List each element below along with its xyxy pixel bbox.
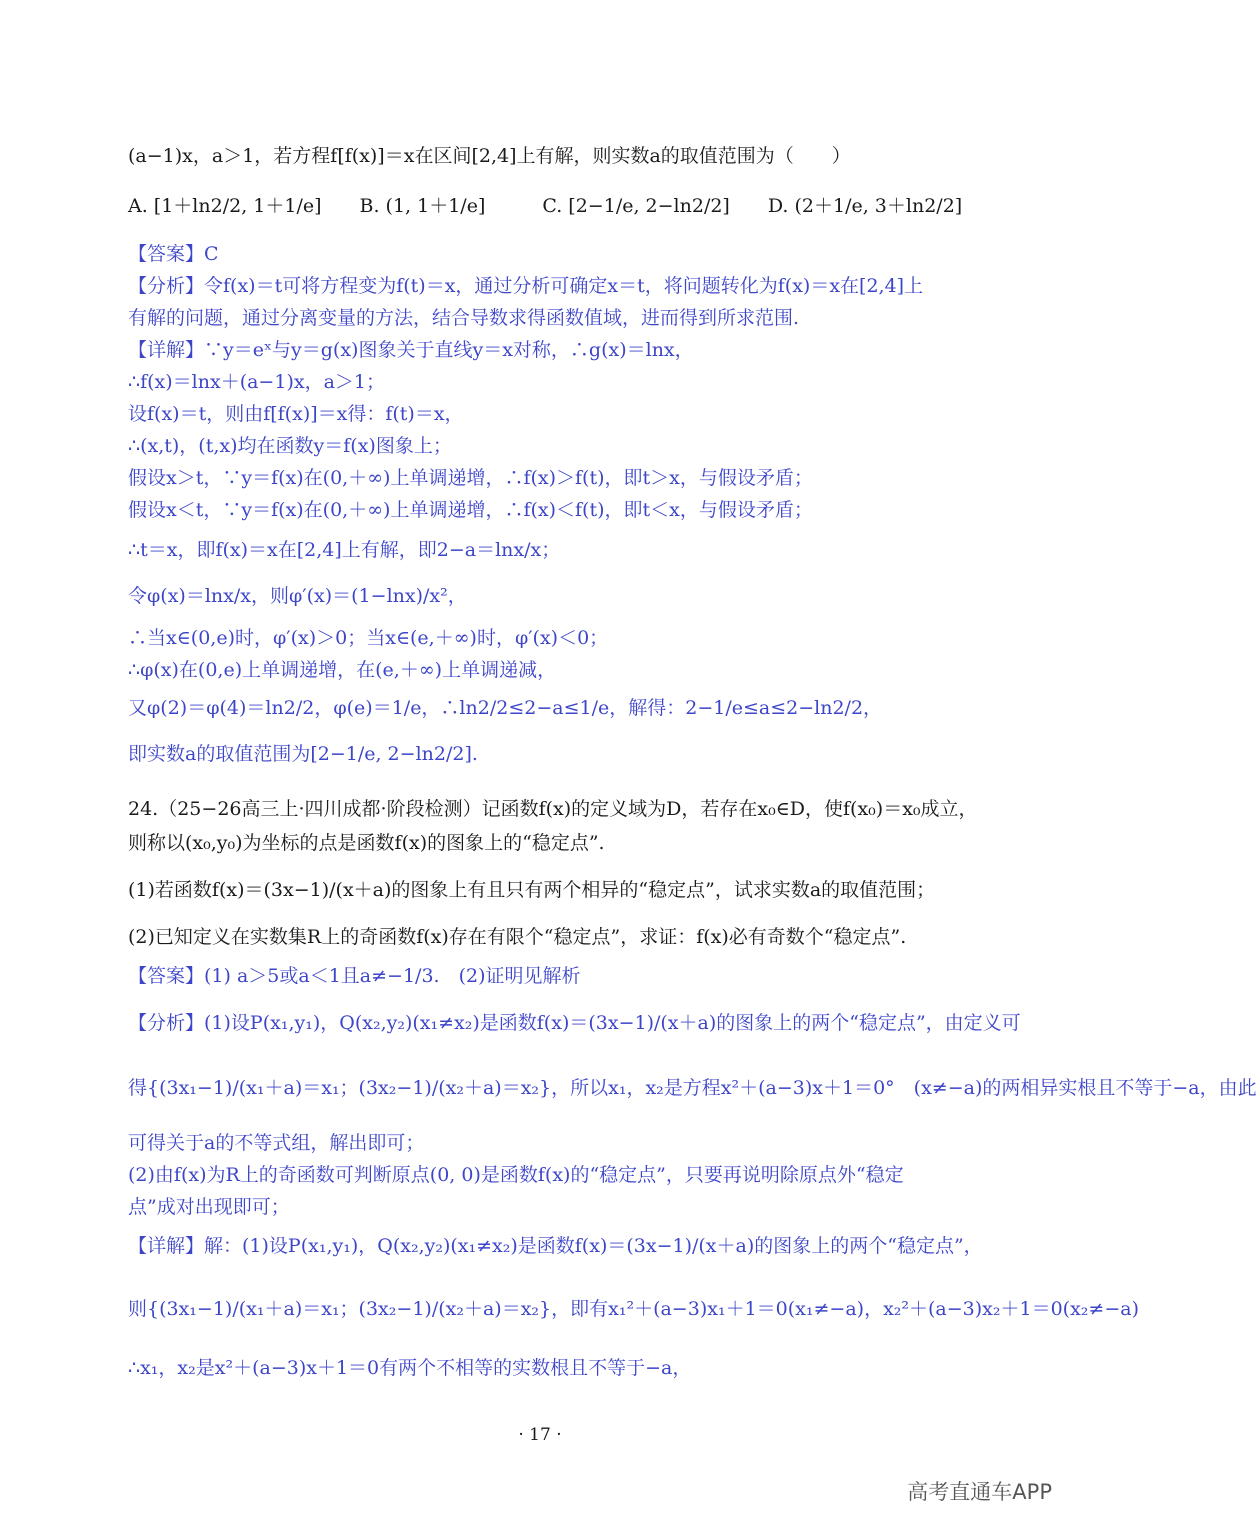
q23-detail-3: 设f(x)＝t，则由f[f(x)]＝x得：f(t)＝x， bbox=[128, 403, 464, 425]
q23-detail-5: 假设x＞t，∵y＝f(x)在(0,＋∞)上单调递增，∴f(x)＞f(t)，即t＞x，与假设矛盾； bbox=[128, 467, 813, 489]
q24-part2: (2)已知定义在实数集R上的奇函数f(x)存在有限个“稳定点”，求证：f(x)必有奇数个“稳定点”. bbox=[128, 926, 907, 948]
watermark: 高考直通车APP bbox=[907, 1480, 1052, 1504]
q23-detail-6: 假设x＜t，∵y＝f(x)在(0,＋∞)上单调递增，∴f(x)＜f(t)，即t＜x，与假设矛盾； bbox=[128, 499, 813, 521]
q23-detail-8: 令φ(x)＝lnx/x，则φ′(x)＝(1−lnx)/x²， bbox=[128, 585, 467, 607]
q23-detail-4: ∴(x,t)，(t,x)均在函数y＝f(x)图象上； bbox=[128, 435, 452, 457]
q23-analysis-1: 【分析】令f(x)＝t可将方程变为f(t)＝x，通过分析可确定x＝t，将问题转化为f(x)＝x在[2,4]上 bbox=[128, 275, 924, 297]
q23-options: A. [1＋ln2/2, 1＋1/e] B. (1, 1＋1/e] C. [2−1/e, 2−ln2/2] D. (2＋1/e, 3＋ln2/2] bbox=[128, 195, 963, 217]
q23-detail-2: ∴f(x)＝lnx＋(a−1)x，a＞1； bbox=[128, 371, 385, 393]
q23-detail-12: 即实数a的取值范围为[2−1/e, 2−ln2/2]. bbox=[128, 743, 478, 765]
q24-stem-1: 24.（25−26高三上·四川成都·阶段检测）记函数f(x)的定义域为D，若存在x₀∈D，使f(x₀)＝x₀成立， bbox=[128, 798, 978, 820]
q23-detail-11: 又φ(2)＝φ(4)＝ln2/2，φ(e)＝1/e，∴ln2/2≤2−a≤1/e，解得：2−1/e≤a≤2−ln2/2， bbox=[128, 697, 883, 719]
q24-analysis-3: 可得关于a的不等式组，解出即可； bbox=[128, 1132, 425, 1154]
q24-analysis-5: 点”成对出现即可； bbox=[128, 1196, 290, 1218]
q23-analysis-2: 有解的问题，通过分离变量的方法，结合导数求得函数值域，进而得到所求范围. bbox=[128, 307, 800, 329]
q24-detail-1: 【详解】解：(1)设P(x₁,y₁)，Q(x₂,y₂)(x₁≠x₂)是函数f(x)＝(3x−1)/(x＋a)的图象上的两个“稳定点”， bbox=[128, 1235, 983, 1257]
q24-detail-2: 则{(3x₁−1)/(x₁＋a)＝x₁；(3x₂−1)/(x₂＋a)＝x₂}，即有x₁²＋(a−3)x₁＋1＝0(x₁≠−a)，x₂²＋(a−3)x₂＋1＝0(x₂≠−a) bbox=[128, 1298, 1140, 1320]
q23-stem-end: (a−1)x，a＞1，若方程f[f(x)]＝x在区间[2,4]上有解，则实数a的取值范围为（ ） bbox=[128, 145, 851, 167]
q24-analysis-1: 【分析】(1)设P(x₁,y₁)，Q(x₂,y₂)(x₁≠x₂)是函数f(x)＝(3x−1)/(x＋a)的图象上的两个“稳定点”，由定义可 bbox=[128, 1012, 1021, 1034]
q23-detail-7: ∴t＝x，即f(x)＝x在[2,4]上有解，即2−a＝lnx/x； bbox=[128, 539, 561, 561]
q23-detail-10: ∴φ(x)在(0,e)上单调递增，在(e,＋∞)上单调递减， bbox=[128, 659, 557, 681]
page-number: · 17 · bbox=[518, 1425, 562, 1445]
q24-analysis-2: 得{(3x₁−1)/(x₁＋a)＝x₁；(3x₂−1)/(x₂＋a)＝x₂}，所以x₁，x₂是方程x²＋(a−3)x＋1＝0° (x≠−a)的两相异实根且不等于−a，由此 bbox=[128, 1077, 1257, 1099]
q23-detail-9: ∴当x∈(0,e)时，φ′(x)＞0；当x∈(e,＋∞)时，φ′(x)＜0； bbox=[128, 627, 609, 649]
q24-analysis-4: (2)由f(x)为R上的奇函数可判断原点(0, 0)是函数f(x)的“稳定点”，只要再说明除原点外“稳定 bbox=[128, 1164, 904, 1186]
q24-stem-2: 则称以(x₀,y₀)为坐标的点是函数f(x)的图象上的“稳定点”. bbox=[128, 832, 605, 854]
q23-detail-1: 【详解】∵y＝eˣ与y＝g(x)图象关于直线y＝x对称，∴g(x)＝lnx， bbox=[128, 339, 694, 361]
q24-detail-3: ∴x₁，x₂是x²＋(a−3)x＋1＝0有两个不相等的实数根且不等于−a， bbox=[128, 1357, 692, 1379]
q24-answer: 【答案】(1) a＞5或a＜1且a≠−1/3. (2)证明见解析 bbox=[128, 965, 581, 987]
q23-answer: 【答案】C bbox=[128, 243, 219, 265]
q24-part1: (1)若函数f(x)＝(3x−1)/(x＋a)的图象上有且只有两个相异的“稳定点”，试求实数a的取值范围； bbox=[128, 879, 936, 901]
